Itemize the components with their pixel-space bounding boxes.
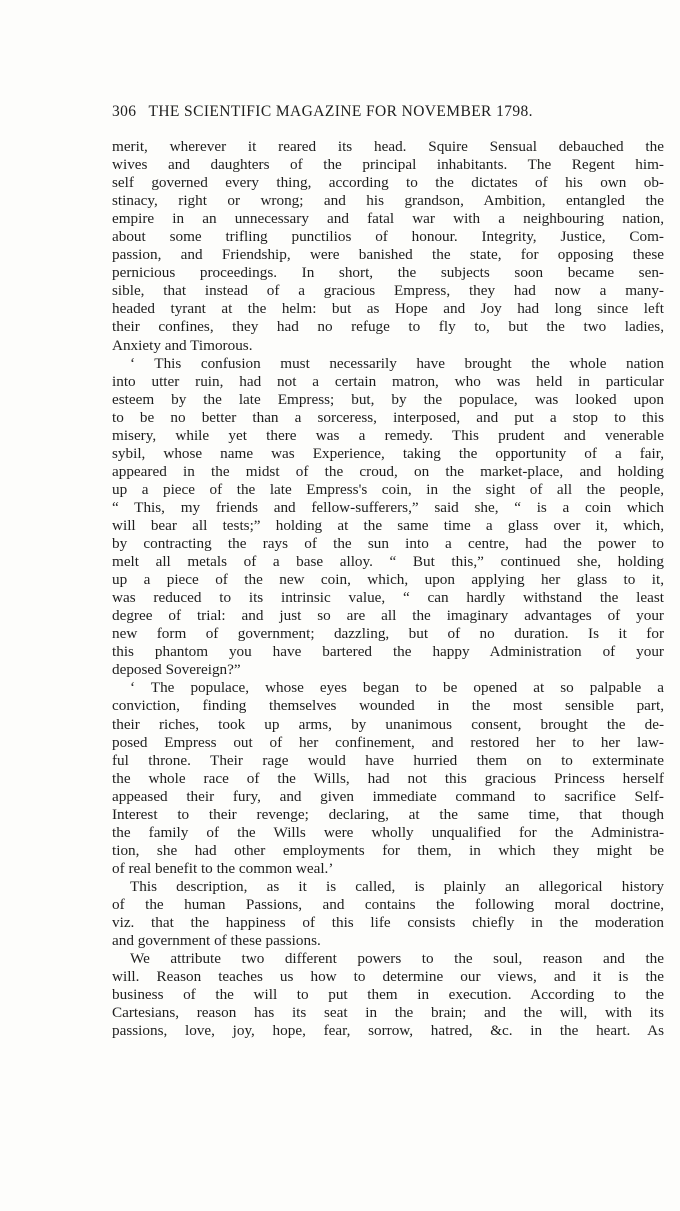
text-line: will. Reason teaches us how to determine our views, and it is the bbox=[112, 968, 664, 986]
text-line: will bear all tests;” holding at the same time a glass over it, which, bbox=[112, 516, 664, 534]
text-line: stinacy, right or wrong; and his grandson, Ambition, entangled the bbox=[112, 192, 664, 210]
text-line: into utter ruin, had not a certain matron, who was held in particular bbox=[112, 372, 664, 390]
text-line: new form of government; dazzling, but of no duration. Is it for bbox=[112, 625, 664, 643]
text-line: their confines, they had no refuge to fly to, but the two ladies, bbox=[112, 318, 664, 336]
text-line: ‘ This confusion must necessarily have brought the whole nation bbox=[130, 354, 664, 372]
text-line: Interest to their revenge; declaring, at the same time, that though bbox=[112, 805, 664, 823]
text-line: “ This, my friends and fellow-sufferers,” said she, “ is a coin which bbox=[112, 498, 664, 516]
text-line: this phantom you have bartered the happy Administration of your bbox=[112, 643, 664, 661]
text-line: ful throne. Their rage would have hurried them on to exterminate bbox=[112, 751, 664, 769]
text-line: ‘ The populace, whose eyes began to be opened at so palpable a bbox=[130, 679, 664, 697]
text-line: business of the will to put them in execution. According to the bbox=[112, 986, 664, 1004]
text-line: up a piece of the late Empress's coin, in the sight of all the people, bbox=[112, 480, 664, 498]
text-line: passions, love, joy, hope, fear, sorrow, hatred, &c. in the heart. As bbox=[112, 1022, 664, 1040]
text-line: to be no better than a sorceress, interposed, and put a stop to this bbox=[112, 408, 664, 426]
text-line: the whole race of the Wills, had not this gracious Princess herself bbox=[112, 769, 664, 787]
text-line: Anxiety and Timorous. bbox=[112, 336, 253, 354]
text-line: tion, she had other employments for them, in which they might be bbox=[112, 841, 664, 859]
page-number: 306 bbox=[112, 103, 137, 120]
text-line: empire in an unnecessary and fatal war with a neighbouring nation, bbox=[112, 210, 664, 228]
text-line: degree of trial: and just so are all the imaginary advantages of your bbox=[112, 607, 664, 625]
text-line: We attribute two different powers to the soul, reason and the bbox=[130, 950, 664, 968]
text-line: deposed Sovereign?” bbox=[112, 661, 241, 679]
text-line: appeased their fury, and given immediate command to sacrifice Self- bbox=[112, 787, 664, 805]
text-line: sible, that instead of a gracious Empress, they had now a many- bbox=[112, 282, 664, 300]
running-title: THE SCIENTIFIC MAGAZINE FOR NOVEMBER 1798. bbox=[148, 103, 533, 120]
text-line: was reduced to its intrinsic value, “ can hardly withstand the least bbox=[112, 589, 664, 607]
text-line: Cartesians, reason has its seat in the brain; and the will, with its bbox=[112, 1004, 664, 1022]
text-line: conviction, finding themselves wounded in the most sensible part, bbox=[112, 697, 664, 715]
text-line: self governed every thing, according to the dictates of his own ob- bbox=[112, 174, 664, 192]
text-line: of real benefit to the common weal.’ bbox=[112, 859, 334, 877]
text-line: up a piece of the new coin, which, upon applying her glass to it, bbox=[112, 571, 664, 589]
text-line: appeared in the midst of the croud, on the market-place, and holding bbox=[112, 462, 664, 480]
text-line: of the human Passions, and contains the following moral doctrine, bbox=[112, 895, 664, 913]
text-line: posed Empress out of her confinement, and restored her to her law- bbox=[112, 733, 664, 751]
text-line: about some trifling punctilios of honour. Integrity, Justice, Com- bbox=[112, 228, 664, 246]
text-line: the family of the Wills were wholly unqualified for the Administra- bbox=[112, 823, 664, 841]
text-line: esteem by the late Empress; but, by the populace, was looked upon bbox=[112, 390, 664, 408]
text-line: misery, while yet there was a remedy. This prudent and venerable bbox=[112, 426, 664, 444]
text-line: viz. that the happiness of this life consists chiefly in the moderation bbox=[112, 914, 664, 932]
text-line: pernicious proceedings. In short, the subjects soon became sen- bbox=[112, 264, 664, 282]
text-line: melt all metals of a base alloy. “ But this,” continued she, holding bbox=[112, 553, 664, 571]
text-line: by contracting the rays of the sun into a centre, had the power to bbox=[112, 535, 664, 553]
text-line: their riches, took up arms, by unanimous consent, brought the de- bbox=[112, 715, 664, 733]
text-line: sybil, whose name was Experience, taking the opportunity of a fair, bbox=[112, 444, 664, 462]
text-line: This description, as it is called, is plainly an allegorical history bbox=[130, 877, 664, 895]
running-header bbox=[112, 103, 668, 121]
body-text bbox=[112, 138, 664, 1040]
text-line: passion, and Friendship, were banished the state, for opposing these bbox=[112, 246, 664, 264]
text-line: merit, wherever it reared its head. Squire Sensual debauched the bbox=[112, 138, 664, 155]
text-line: headed tyrant at the helm: but as Hope and Joy had long since left bbox=[112, 300, 664, 318]
text-line: wives and daughters of the principal inhabitants. The Regent him- bbox=[112, 156, 664, 174]
text-line: and government of these passions. bbox=[112, 932, 321, 950]
